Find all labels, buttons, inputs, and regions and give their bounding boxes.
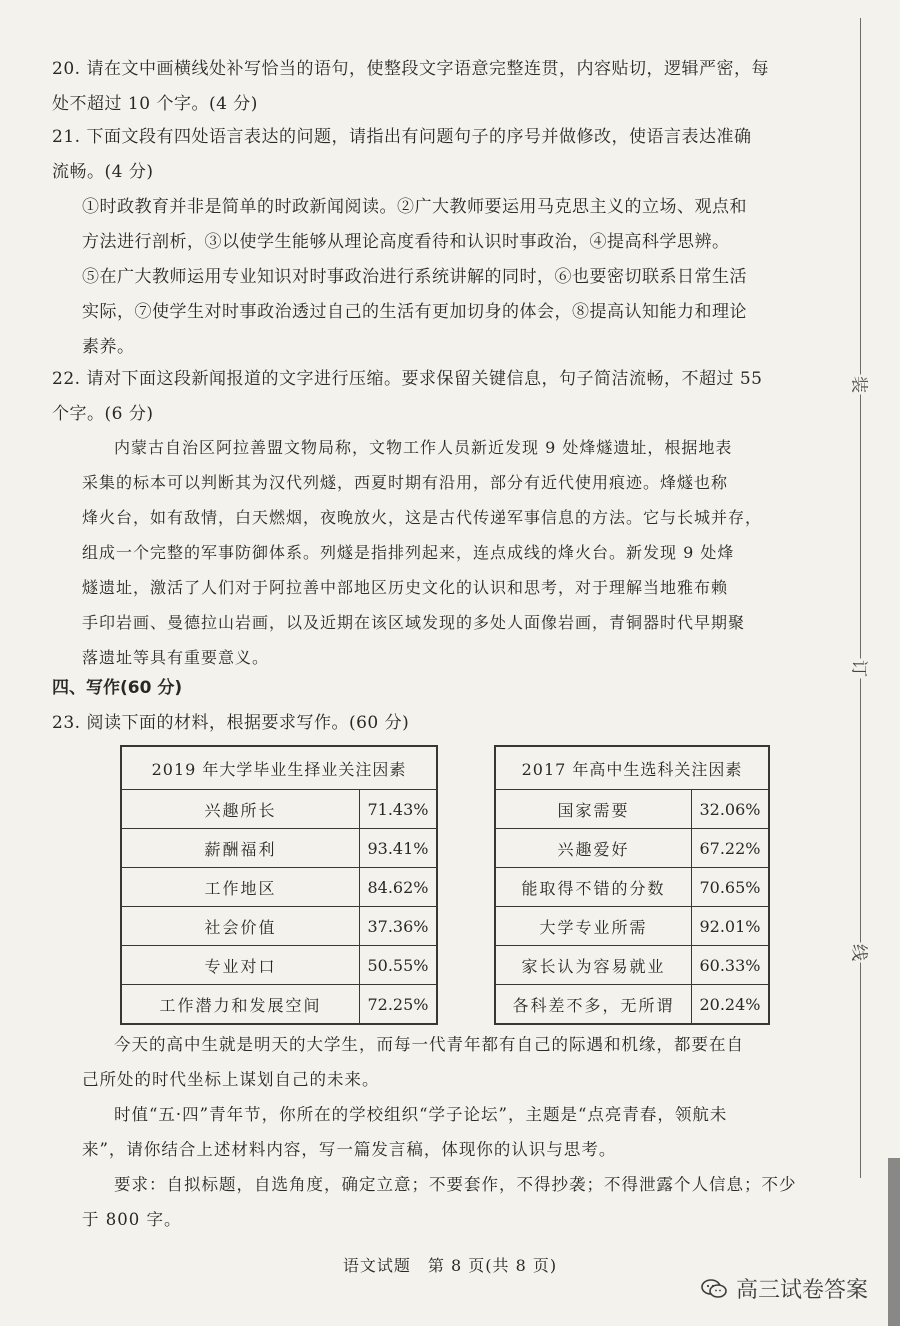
table-title: 2017 年高中生选科关注因素 — [495, 746, 769, 790]
table-row — [495, 985, 769, 1025]
paragraph-line: ①时政教育并非是简单的时政新闻阅读。②广大教师要运用马克思主义的立场、观点和 — [82, 197, 747, 217]
factor-value: 60.33% — [692, 946, 770, 985]
question-21 — [52, 120, 822, 190]
material-line: 时值“五·四”青年节，你所在的学校组织“学子论坛”，主题是“点亮青春，领航未 — [114, 1105, 728, 1124]
factor-value: 67.22% — [692, 829, 770, 868]
material-line: 于 800 字。 — [82, 1210, 182, 1229]
watermark — [700, 1273, 868, 1304]
table-row — [121, 790, 437, 829]
material-line: 今天的高中生就是明天的大学生，而每一代青年都有自己的际遇和机缘，都要在自 — [114, 1035, 744, 1054]
question-22-line1: 22. 请对下面这段新闻报道的文字进行压缩。要求保留关键信息，句子简洁流畅，不超过 55 — [52, 369, 763, 389]
table-row — [121, 868, 437, 907]
factor-label: 工作地区 — [121, 868, 360, 907]
binding-char-xian: 线 — [849, 943, 874, 963]
table-row — [495, 868, 769, 907]
question-21-paragraph — [82, 190, 822, 365]
factor-label: 能取得不错的分数 — [495, 868, 692, 907]
table-row — [495, 790, 769, 829]
factor-value: 93.41% — [360, 829, 438, 868]
material-line: 己所处的时代坐标上谋划自己的未来。 — [82, 1070, 380, 1089]
factor-label: 大学专业所需 — [495, 907, 692, 946]
binding-line — [860, 18, 861, 1178]
table-student-subject-factors — [494, 745, 770, 1025]
question-21-line2: 流畅。(4 分) — [52, 162, 154, 182]
passage-line: 燧遗址，激活了人们对于阿拉善中部地区历史文化的认识和思考，对于理解当地雅布赖 — [82, 578, 729, 597]
table-row — [495, 829, 769, 868]
factor-label: 各科差不多，无所谓 — [495, 985, 692, 1025]
wechat-icon — [700, 1278, 728, 1300]
table-row — [495, 946, 769, 985]
factor-label: 兴趣所长 — [121, 790, 360, 829]
factor-value: 50.55% — [360, 946, 438, 985]
factor-value: 72.25% — [360, 985, 438, 1025]
watermark-text: 高三试卷答案 — [736, 1278, 869, 1303]
factor-label: 家长认为容易就业 — [495, 946, 692, 985]
binding-char-zhuang: 装 — [849, 375, 874, 395]
material-line: 来”，请你结合上述材料内容，写一篇发言稿，体现你的认识与思考。 — [82, 1140, 617, 1159]
factor-label: 兴趣爱好 — [495, 829, 692, 868]
table-row — [121, 907, 437, 946]
question-20-line1: 20. 请在文中画横线处补写恰当的语句，使整段文字语意完整连贯，内容贴切，逻辑严密，每 — [52, 59, 769, 79]
passage-line: 采集的标本可以判断其为汉代列燧，西夏时期有沿用，部分有近代使用痕迹。烽燧也称 — [82, 473, 729, 492]
passage-line: 组成一个完整的军事防御体系。列燧是指排列起来，连点成线的烽火台。新发现 9 处烽 — [82, 543, 735, 562]
table-row — [121, 985, 437, 1025]
table-row — [121, 946, 437, 985]
table-graduate-factors — [120, 745, 438, 1025]
page-footer: 语文试题 第 8 页(共 8 页) — [342, 1256, 558, 1275]
table-title: 2019 年大学毕业生择业关注因素 — [121, 746, 437, 790]
factor-label: 社会价值 — [121, 907, 360, 946]
passage-line: 烽火台，如有敌情，白天燃烟，夜晚放火，这是古代传递军事信息的方法。它与长城并存， — [82, 508, 763, 527]
factor-value: 20.24% — [692, 985, 770, 1025]
passage-line: 落遗址等具有重要意义。 — [82, 648, 270, 667]
paragraph-line: ⑤在广大教师运用专业知识对时事政治进行系统讲解的同时，⑥也要密切联系日常生活 — [82, 267, 747, 287]
factor-value: 70.65% — [692, 868, 770, 907]
question-20 — [52, 52, 822, 122]
paragraph-line: 方法进行剖析，③以使学生能够从理论高度看待和认识时事政治，④提高科学思辨。 — [82, 232, 730, 252]
binding-char-ding: 订 — [849, 659, 874, 679]
factor-label: 专业对口 — [121, 946, 360, 985]
paragraph-line: 素养。 — [82, 337, 135, 357]
table-row — [121, 829, 437, 868]
question-23-line1: 23. 阅读下面的材料，根据要求写作。(60 分) — [52, 713, 410, 733]
paragraph-line: 实际，⑦使学生对时事政治透过自己的生活有更加切身的体会，⑧提高认知能力和理论 — [82, 302, 747, 322]
passage-line: 手印岩画、曼德拉山岩画，以及近期在该区域发现的多处人面像岩画，青铜器时代早期聚 — [82, 613, 746, 632]
factor-value: 71.43% — [360, 790, 438, 829]
question-20-line2: 处不超过 10 个字。(4 分) — [52, 94, 258, 114]
section-title-writing: 四、写作(60 分) — [52, 678, 183, 698]
factor-value: 92.01% — [692, 907, 770, 946]
question-22-line2: 个字。(6 分) — [52, 404, 154, 424]
table-row — [495, 907, 769, 946]
writing-material — [82, 1027, 822, 1237]
news-passage — [82, 430, 817, 675]
factor-value: 37.36% — [360, 907, 438, 946]
factor-label: 工作潜力和发展空间 — [121, 985, 360, 1025]
factor-label: 薪酬福利 — [121, 829, 360, 868]
question-21-line1: 21. 下面文段有四处语言表达的问题，请指出有问题句子的序号并做修改，使语言表达准确 — [52, 127, 752, 147]
material-line: 要求：自拟标题，自选角度，确定立意；不要套作，不得抄袭；不得泄露个人信息；不少 — [114, 1175, 797, 1194]
question-22 — [52, 362, 822, 432]
passage-line: 内蒙古自治区阿拉善盟文物局称，文物工作人员新近发现 9 处烽燧遗址，根据地表 — [114, 438, 733, 457]
factor-value: 32.06% — [692, 790, 770, 829]
question-23 — [52, 706, 822, 741]
factor-label: 国家需要 — [495, 790, 692, 829]
edge-shadow — [888, 1158, 900, 1326]
factor-value: 84.62% — [360, 868, 438, 907]
